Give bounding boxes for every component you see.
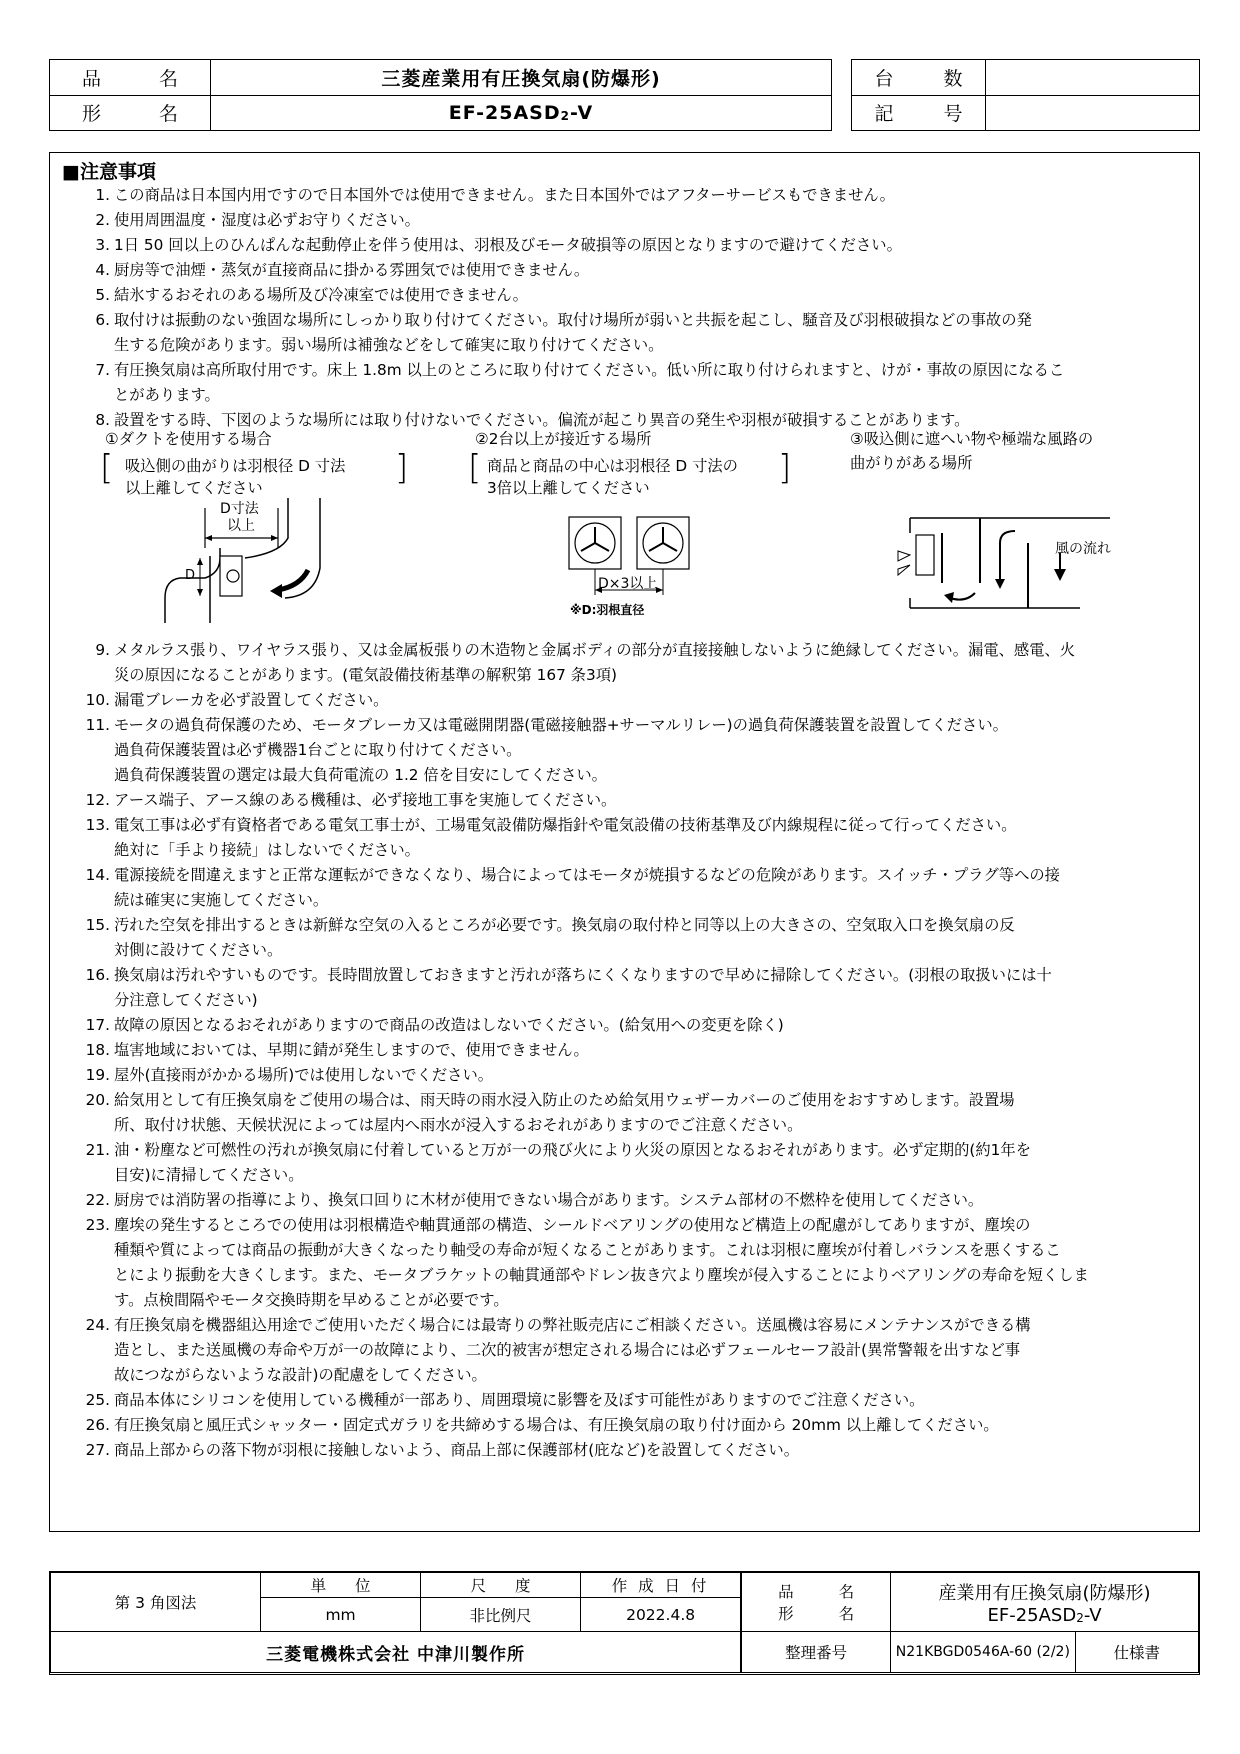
note-number: 13. <box>85 816 110 834</box>
note-text: 厨房では消防署の指導により、換気口回りに木材が使用できない場合があります。システム部材の不燃枠を使用してください。 <box>114 1191 984 1209</box>
note-text: 使用周囲温度・湿度は必ずお守りください。 <box>114 211 420 229</box>
note-item <box>82 963 1170 1013</box>
obstruction-diagram <box>880 513 1110 613</box>
duct-dim-line1: D寸法 <box>220 501 259 517</box>
duct-d-label: D <box>185 568 196 583</box>
model-value-tail: -V <box>570 101 594 124</box>
model-value <box>211 95 832 131</box>
note-text: 厨房等で油煙・蒸気が直接商品に掛かる雰囲気では使用できません。 <box>114 261 590 279</box>
note-number: 5. <box>95 286 110 304</box>
note-number: 21. <box>85 1141 110 1159</box>
footer-name-label: 品 名 <box>778 1583 875 1601</box>
note-text: アース端子、アース線のある機種は、必ず接地工事を実施してください。 <box>114 791 617 809</box>
diagram2-note: 商品と商品の中心は羽根径 D 寸法の 3倍以上離してください <box>487 457 738 497</box>
note-number: 11. <box>85 716 110 734</box>
note-number: 22. <box>85 1191 110 1209</box>
model-label: 形 名 <box>50 95 211 131</box>
note-text: 漏電ブレーカを必ず設置してください。 <box>114 691 389 709</box>
note-text: メタルラス張り、ワイヤラス張り、又は金属板張りの木造物と金属ボディの部分が直接接触しないように絶縁してください。漏電、感電、火 災の原因になることがあります。(電気設備技術基準の解釈第 167 条3項) <box>114 641 1076 684</box>
note-item <box>82 788 1170 813</box>
note-text: 塵埃の発生するところでの使用は羽根構造や軸貫通部の構造、シールドベアリングの使用など構造上の配慮がしてありますが、塵埃の 種類や質によっては商品の振動が大きくなったり軸受の寿命が短くなることがあります。これは羽根に塵埃が付着しバランスを悪くするこ とにより振動を大きくします。また、モータブラケットの軸貫通部やドレン抜き穴より塵埃が侵入することによりベアリングの寿命を短くしま す。点検間隔やモータ交換時期を早めることが必要です。 <box>114 1216 1089 1309</box>
product-name-label: 品 名 <box>50 60 211 96</box>
note-item <box>82 358 1170 408</box>
note-number: 7. <box>95 361 110 379</box>
note-item <box>82 1388 1170 1413</box>
header-main-table <box>49 59 832 131</box>
note-number: 20. <box>85 1091 110 1109</box>
duct-dim-line2: 以上 <box>227 518 255 534</box>
control-number-value: N21KBGD0546A-60 (2/2) <box>891 1632 1075 1673</box>
footer-model-label: 形 名 <box>778 1605 875 1623</box>
note-text: 給気用として有圧換気扇をご使用の場合は、雨天時の雨水浸入防止のため給気用ウェザーカバーのご使用をおすすめします。設置場 所、取付け状態、天候状況によっては屋内へ雨水が浸入するおそれがありますのでご注意ください。 <box>114 1091 1015 1134</box>
note-item <box>82 1088 1170 1138</box>
name-model-values <box>891 1573 1199 1632</box>
note-item <box>82 1038 1170 1063</box>
note-number: 19. <box>85 1066 110 1084</box>
diagram3-title: ③吸込側に遮へい物や極端な風路の 曲がりがある場所 <box>850 430 1094 472</box>
note-item <box>82 1313 1170 1388</box>
note-number: 1. <box>95 186 110 204</box>
air-flow-label: 風の流れ <box>1055 541 1111 557</box>
unit-value: mm <box>261 1598 421 1632</box>
two-fans-dim: D×3以上 <box>598 576 658 592</box>
footer-model-value <box>891 1605 1198 1626</box>
footer-model-tail: -V <box>1083 1604 1102 1626</box>
diagram2-title: ②2台以上が接近する場所 <box>475 430 652 448</box>
note-item <box>82 1413 1170 1438</box>
note-number: 8. <box>95 411 110 429</box>
note-item <box>82 913 1170 963</box>
note-item <box>82 1188 1170 1213</box>
quantity-label: 台 数 <box>852 60 986 96</box>
header-side-table <box>851 59 1200 131</box>
note-number: 16. <box>85 966 110 984</box>
quantity-value <box>986 60 1200 96</box>
note-item <box>82 1063 1170 1088</box>
note-number: 18. <box>85 1041 110 1059</box>
symbol-value <box>986 95 1200 131</box>
diagram2-bracket-left: [ <box>468 448 482 488</box>
note-item <box>82 688 1170 713</box>
model-value-sub: 2 <box>560 108 570 123</box>
diagram2-bracket-right: ] <box>778 448 792 488</box>
note-text: 有圧換気扇と風圧式シャッター・固定式ガラリを共締めする場合は、有圧換気扇の取り付け面から 20mm 以上離してください。 <box>114 1416 999 1434</box>
note-item <box>82 208 1170 233</box>
note-number: 6. <box>95 311 110 329</box>
diameter-footnote: ※D:羽根直径 <box>570 603 645 617</box>
note-text: 有圧換気扇を機器組込用途でご使用いただく場合には最寄りの弊社販売店にご相談ください。送風機は容易にメンテナンスができる構 造とし、また送風機の寿命や万が一の故障により、二次的被害が想定される場合には必ずフェールセーフ設計(異常警報を出すなど事 故につながらないような設計)の配慮をしてください。 <box>114 1316 1031 1384</box>
control-number-label: 整理番号 <box>741 1632 890 1673</box>
note-number: 3. <box>95 236 110 254</box>
diagram1-bracket-right: ] <box>395 448 409 488</box>
note-item <box>82 233 1170 258</box>
diagram1-bracket-left: [ <box>100 448 114 488</box>
company-name: 三菱電機株式会社 中津川製作所 <box>51 1632 742 1673</box>
duct-diagram <box>160 498 420 628</box>
note-text: モータの過負荷保護のため、モータブレーカ又は電磁開閉器(電磁接触器+サーマルリレー)の過負荷保護装置を設置してください。 過負荷保護装置は必ず機器1台ごとに取り付けてください。 過負荷保護装置の選定は最大負荷電流の 1.2 倍を目安にしてください。 <box>114 716 1008 784</box>
note-text: この商品は日本国内用ですので日本国外では使用できません。また日本国外ではアフターサービスもできません。 <box>114 186 895 204</box>
note-item <box>82 308 1170 358</box>
note-text: 有圧換気扇は高所取付用です。床上 1.8m 以上のところに取り付けてください。低い所に取り付けられますと、けが・事故の原因になるこ とがあります。 <box>114 361 1065 404</box>
product-name-value: 三菱産業用有圧換気扇(防爆形) <box>211 60 832 96</box>
note-number: 12. <box>85 791 110 809</box>
notes-list-part1 <box>82 183 1170 433</box>
note-number: 15. <box>85 916 110 934</box>
note-item <box>82 638 1170 688</box>
note-text: 商品上部からの落下物が羽根に接触しないよう、商品上部に保護部材(庇など)を設置してください。 <box>114 1441 800 1459</box>
scale-label: 尺 度 <box>421 1573 581 1598</box>
note-number: 9. <box>95 641 110 659</box>
note-item <box>82 863 1170 913</box>
name-model-labels <box>741 1573 890 1632</box>
document-type: 仕様書 <box>1075 1632 1198 1673</box>
note-item <box>82 813 1170 863</box>
note-text: 1日 50 回以上のひんぱんな起動停止を伴う使用は、羽根及びモータ破損等の原因となりますので避けてください。 <box>114 236 902 254</box>
note-text: 換気扇は汚れやすいものです。長時間放置しておきますと汚れが落ちにくくなりますので早めに掃除してください。(羽根の取扱いには十 分注意してください) <box>114 966 1052 1009</box>
note-item <box>82 1438 1170 1463</box>
notes-title: ■注意事項 <box>62 161 156 183</box>
note-item <box>82 1213 1170 1313</box>
note-number: 27. <box>85 1441 110 1459</box>
note-text: 汚れた空気を排出するときは新鮮な空気の入るところが必要です。換気扇の取付枠と同等以上の大きさの、空気取入口を換気扇の反 対側に設けてください。 <box>114 916 1015 959</box>
note-text: 屋外(直接雨がかかる場所)では使用しないでください。 <box>114 1066 494 1084</box>
note-item <box>82 283 1170 308</box>
note-text: 電源接続を間違えますと正常な運転ができなくなり、場合によってはモータが焼損するなどの危険があります。スイッチ・プラグ等への接 続は確実に実施してください。 <box>114 866 1060 909</box>
note-number: 14. <box>85 866 110 884</box>
title-block <box>49 1571 1200 1675</box>
symbol-label: 記 号 <box>852 95 986 131</box>
note-item <box>82 258 1170 283</box>
note-item <box>82 1013 1170 1038</box>
note-text: 設置をする時、下図のような場所には取り付けないでください。偏流が起こり異音の発生や羽根が破損することがあります。 <box>114 411 970 429</box>
note-number: 2. <box>95 211 110 229</box>
footer-name-value: 産業用有圧換気扇(防爆形) <box>938 1582 1151 1604</box>
note-text: 電気工事は必ず有資格者である電気工事士が、工場電気設備防爆指針や電気設備の技術基準及び内線規程に従って行ってください。 絶対に「手より接続」はしないでください。 <box>114 816 1017 859</box>
diagram1-title: ①ダクトを使用する場合 <box>105 430 272 448</box>
note-item <box>82 713 1170 788</box>
note-text: 取付けは振動のない強固な場所にしっかり取り付けてください。取付け場所が弱いと共振を起こし、騒音及び羽根破損などの事故の発 生する危険があります。弱い場所は補強などをして確実に取り付けてください。 <box>114 311 1032 354</box>
note-number: 26. <box>85 1416 110 1434</box>
note-item <box>82 183 1170 208</box>
date-value: 2022.4.8 <box>581 1598 742 1632</box>
note-number: 24. <box>85 1316 110 1334</box>
note-text: 故障の原因となるおそれがありますので商品の改造はしないでください。(給気用への変更を除く) <box>114 1016 784 1034</box>
note-number: 25. <box>85 1391 110 1409</box>
notes-box <box>49 152 1200 1532</box>
note-text: 結氷するおそれのある場所及び冷凍室では使用できません。 <box>114 286 528 304</box>
note-number: 10. <box>85 691 110 709</box>
projection-method: 第 3 角図法 <box>51 1573 261 1632</box>
note-item <box>82 1138 1170 1188</box>
note-number: 4. <box>95 261 110 279</box>
model-value-main: EF-25ASD <box>448 101 561 124</box>
date-label: 作 成 日 付 <box>581 1573 742 1598</box>
footer-model-sub: 2 <box>1076 1610 1084 1625</box>
scale-value: 非比例尺 <box>421 1598 581 1632</box>
note-text: 商品本体にシリコンを使用している機種が一部あり、周囲環境に影響を及ぼす可能性がありますのでご注意ください。 <box>114 1391 925 1409</box>
note-text: 塩害地域においては、早期に錆が発生しますので、使用できません。 <box>114 1041 589 1059</box>
note-number: 17. <box>85 1016 110 1034</box>
unit-label: 単 位 <box>261 1573 421 1598</box>
diagram1-note: 吸込側の曲がりは羽根径 D 寸法 以上離してください <box>125 457 346 497</box>
note-text: 油・粉塵など可燃性の汚れが換気扇に付着していると万が一の飛び火により火災の原因となるおそれがあります。必ず定期的(約1年を 目安)に清掃してください。 <box>114 1141 1031 1184</box>
note-number: 23. <box>85 1216 110 1234</box>
notes-list-part2 <box>82 638 1170 1463</box>
footer-model-main: EF-25ASD <box>987 1604 1077 1626</box>
